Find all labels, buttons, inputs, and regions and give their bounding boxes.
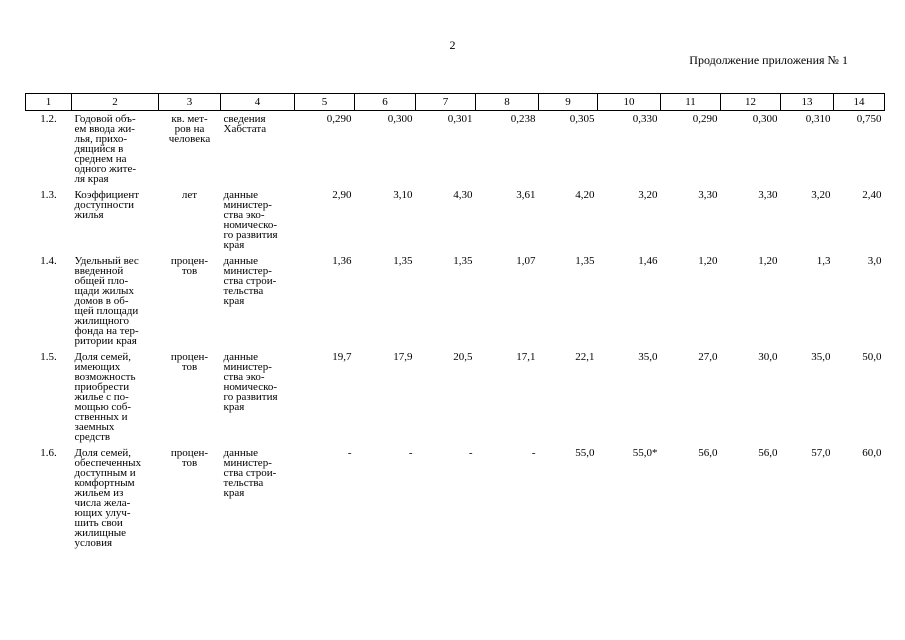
indicator-name: Коэффициент доступности жилья (74, 189, 140, 221)
indicator-name: Годовой объ- ем ввода жи- лья, прихо- дящийся в среднем на одного жите- ля края (74, 113, 136, 185)
column-number-cell: 5 (295, 94, 355, 111)
indicator-name: Доля семей, обеспеченных доступным и комфортным жильем из числа жела- ющих улуч- шить свои жилищные условия (74, 447, 142, 549)
value-cell: 3,30 (758, 189, 778, 201)
indicator-name: Доля семей, имеющих возможность приобрести жилье с по- мощью соб- ственных и заемных средств (74, 351, 136, 443)
value-cell: 56,0 (698, 447, 718, 459)
column-number-cell: 7 (416, 94, 476, 111)
table-row (26, 253, 885, 349)
value-cell: 0,300 (752, 113, 778, 125)
unit-of-measure: кв. мет- ров на человека (168, 113, 211, 145)
unit-of-measure: процен- тов (170, 351, 209, 373)
column-number-cell: 11 (661, 94, 721, 111)
unit-of-measure: процен- тов (170, 447, 209, 469)
value-cell: 55,0* (632, 447, 658, 459)
value-cell: 1,20 (758, 255, 778, 267)
row-number: 1.2. (40, 113, 57, 125)
value-cell: 0,305 (569, 113, 595, 125)
value-cell: 19,7 (332, 351, 352, 363)
value-cell: - (531, 447, 536, 459)
value-cell: 4,30 (453, 189, 473, 201)
value-cell: 0,290 (326, 113, 352, 125)
value-cell: 0,290 (692, 113, 718, 125)
column-number-cell: 14 (834, 94, 885, 111)
column-number-cell: 10 (598, 94, 661, 111)
value-cell: 1,46 (638, 255, 658, 267)
column-number-cell: 13 (781, 94, 834, 111)
value-cell: 35,0 (811, 351, 831, 363)
data-source: данные министер- ства строи- тельства края (223, 447, 277, 499)
value-cell: 55,0 (575, 447, 595, 459)
value-cell: 0,310 (805, 113, 831, 125)
value-cell: 0,750 (856, 113, 882, 125)
value-cell: 20,5 (453, 351, 473, 363)
value-cell: 3,20 (811, 189, 831, 201)
value-cell: 0,330 (632, 113, 658, 125)
value-cell: 57,0 (811, 447, 831, 459)
unit-of-measure: процен- тов (170, 255, 209, 277)
indicators-table (25, 93, 885, 551)
value-cell: 2,40 (862, 189, 882, 201)
value-cell: 3,61 (516, 189, 536, 201)
data-source: данные министер- ства строи- тельства края (223, 255, 277, 307)
value-cell: - (468, 447, 473, 459)
value-cell: 30,0 (758, 351, 778, 363)
table-row (26, 445, 885, 551)
value-cell: 0,301 (447, 113, 473, 125)
value-cell: 60,0 (862, 447, 882, 459)
row-number: 1.4. (40, 255, 57, 267)
column-number-cell: 12 (721, 94, 781, 111)
column-number-header-row (26, 94, 885, 111)
value-cell: - (408, 447, 413, 459)
value-cell: 1,35 (453, 255, 473, 267)
table-row (26, 349, 885, 445)
value-cell: 17,1 (516, 351, 536, 363)
value-cell: 1,35 (393, 255, 413, 267)
data-source: сведения Хабстата (223, 113, 267, 135)
value-cell: 3,10 (393, 189, 413, 201)
indicator-name: Удельный вес введенной общей пло- щади жилых домов в об- щей площади жилищного фонда на тер- ритории края (74, 255, 139, 347)
column-number-cell: 6 (355, 94, 416, 111)
value-cell: 22,1 (575, 351, 595, 363)
value-cell: 0,238 (510, 113, 536, 125)
value-cell: 27,0 (698, 351, 718, 363)
unit-of-measure: лет (181, 189, 198, 201)
column-number-cell: 9 (539, 94, 598, 111)
value-cell: 3,0 (867, 255, 882, 267)
value-cell: 50,0 (862, 351, 882, 363)
value-cell: 3,30 (698, 189, 718, 201)
row-number: 1.6. (40, 447, 57, 459)
column-number-cell: 3 (159, 94, 221, 111)
value-cell: - (347, 447, 352, 459)
value-cell: 0,300 (387, 113, 413, 125)
page-number: 2 (449, 38, 456, 52)
table-row (26, 111, 885, 188)
value-cell: 56,0 (758, 447, 778, 459)
value-cell: 1,35 (575, 255, 595, 267)
column-number-cell: 4 (221, 94, 295, 111)
value-cell: 1,3 (816, 255, 831, 267)
appendix-continuation-label: Продолжение приложения № 1 (689, 53, 848, 67)
value-cell: 17,9 (393, 351, 413, 363)
value-cell: 1,20 (698, 255, 718, 267)
value-cell: 35,0 (638, 351, 658, 363)
column-number-cell: 1 (26, 94, 72, 111)
table-row (26, 187, 885, 253)
value-cell: 3,20 (638, 189, 658, 201)
value-cell: 1,36 (332, 255, 352, 267)
value-cell: 1,07 (516, 255, 536, 267)
value-cell: 4,20 (575, 189, 595, 201)
data-source: данные министер- ства эко- номическо- го развития края (223, 351, 278, 413)
column-number-cell: 8 (476, 94, 539, 111)
row-number: 1.3. (40, 189, 57, 201)
value-cell: 2,90 (332, 189, 352, 201)
column-number-cell: 2 (72, 94, 159, 111)
data-source: данные министер- ства эко- номическо- го развития края (223, 189, 278, 251)
row-number: 1.5. (40, 351, 57, 363)
